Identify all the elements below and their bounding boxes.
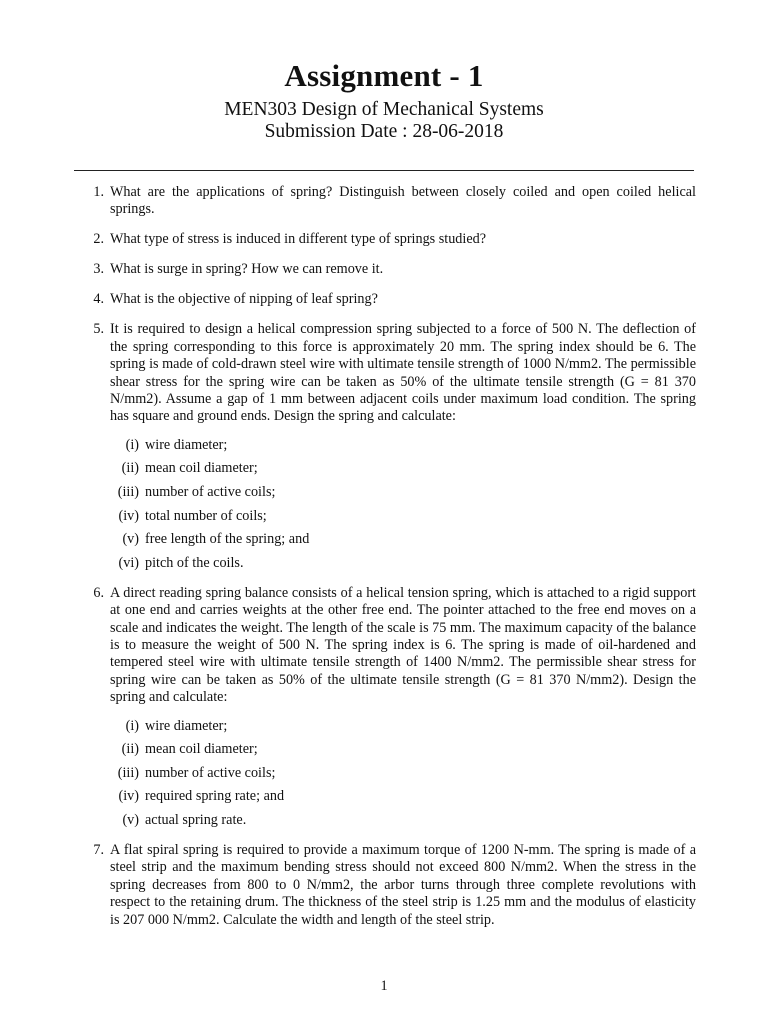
- subpart-number: (vi): [118, 554, 139, 571]
- subpart-number: (ii): [121, 741, 139, 758]
- question-text: What type of stress is induced in different type of springs studied?: [110, 231, 487, 248]
- course-name: MEN303 Design of Mechanical Systems: [224, 99, 544, 120]
- question-item: [74, 231, 696, 248]
- question-text: A direct reading spring balance consists of a helical tension spring, which is attached to a rigid support at one end and carries weights at the other free end. The pointer attached to the free end moves on a scale and indicates the weight. The length of the scale is 75 mm. The maximum capacity of the balance is to measure the weight of 500 N. The spring index is 6. The spring is made of oil-hardened and tempered steel wire with ultimate tensile strength of 1400 N/mm2. The permissible shear stress for spring wire can be taken as 50% of the ultimate tensile strength (G = 81 370 N/mm2). Design the spring and calculate:: [110, 584, 696, 706]
- question-number: 4.: [93, 291, 104, 308]
- subpart-text: wire diameter;: [145, 717, 228, 734]
- subpart-item: [110, 555, 696, 572]
- subpart-list: [110, 718, 696, 830]
- subpart-number: (i): [125, 717, 139, 734]
- subpart-item: [110, 437, 696, 454]
- subpart-text: mean coil diameter;: [145, 741, 258, 758]
- subpart-text: number of active coils;: [145, 764, 276, 781]
- subpart-list: [110, 437, 696, 572]
- subpart-number: (iii): [117, 484, 139, 501]
- question-list: [74, 184, 696, 942]
- question-item: [74, 261, 696, 278]
- question-number: 7.: [93, 842, 104, 859]
- question-item: [74, 321, 696, 572]
- header-divider: [74, 170, 694, 171]
- subpart-item: [110, 531, 696, 548]
- page-number: 1: [380, 978, 388, 994]
- subpart-item: [110, 812, 696, 829]
- subpart-text: free length of the spring; and: [145, 531, 310, 548]
- subpart-item: [110, 484, 696, 501]
- question-text: What is surge in spring? How we can remove it.: [110, 261, 384, 278]
- subpart-text: pitch of the coils.: [145, 554, 244, 571]
- subpart-text: wire diameter;: [145, 436, 228, 453]
- subpart-text: actual spring rate.: [145, 812, 247, 829]
- subpart-number: (i): [125, 436, 139, 453]
- submission-date: Submission Date : 28-06-2018: [264, 121, 504, 142]
- subpart-number: (v): [122, 812, 139, 829]
- question-item: [74, 291, 696, 308]
- question-item: [74, 842, 696, 929]
- subpart-number: (iii): [117, 764, 139, 781]
- question-number: 6.: [93, 584, 104, 601]
- subpart-item: [110, 508, 696, 525]
- subpart-number: (ii): [121, 460, 139, 477]
- question-text: What are the applications of spring? Distinguish between closely coiled and open coiled helical springs.: [110, 184, 696, 218]
- subpart-item: [110, 718, 696, 735]
- subpart-text: required spring rate; and: [145, 788, 285, 805]
- question-number: 5.: [93, 321, 104, 338]
- subpart-number: (iv): [118, 507, 139, 524]
- subpart-text: total number of coils;: [145, 507, 267, 524]
- question-number: 3.: [93, 261, 104, 278]
- page-title: Assignment - 1: [284, 58, 484, 93]
- question-text: What is the objective of nipping of leaf spring?: [110, 291, 378, 308]
- question-number: 1.: [93, 184, 104, 200]
- question-text: A flat spiral spring is required to provide a maximum torque of 1200 N-mm. The spring is made of a steel strip and the maximum bending stress should not exceed 800 N/mm2. When the stress in the spring decreases from 800 to 0 N/mm2, the arbor turns through three complete revolutions with respect to the retaining drum. The thickness of the steel strip is 1.25 mm and the modulus of elasticity is 207 000 N/mm2. Calculate the width and length of the steel strip.: [110, 842, 696, 928]
- question-number: 2.: [93, 231, 104, 248]
- question-text: It is required to design a helical compression spring subjected to a force of 500 N. The deflection of the spring corresponding to this force is approximately 20 mm. The spring index should be 6. The spring is made of cold-drawn steel wire with ultimate tensile strength of 1000 N/mm2. The permissible shear stress for the spring wire can be taken as 50% of the ultimate tensile strength (G = 81 370 N/mm2). Assume a gap of 1 mm between adjacent coils under maximum load condition. The spring has square and ground ends. Design the spring and calculate:: [110, 321, 696, 425]
- subpart-item: [110, 741, 696, 758]
- subpart-text: number of active coils;: [145, 484, 276, 501]
- subpart-number: (iv): [118, 788, 139, 805]
- subpart-item: [110, 788, 696, 805]
- question-item: [74, 585, 696, 830]
- subpart-number: (v): [122, 531, 139, 548]
- subpart-item: [110, 765, 696, 782]
- subpart-text: mean coil diameter;: [145, 460, 258, 477]
- question-item: [74, 184, 696, 219]
- subpart-item: [110, 460, 696, 477]
